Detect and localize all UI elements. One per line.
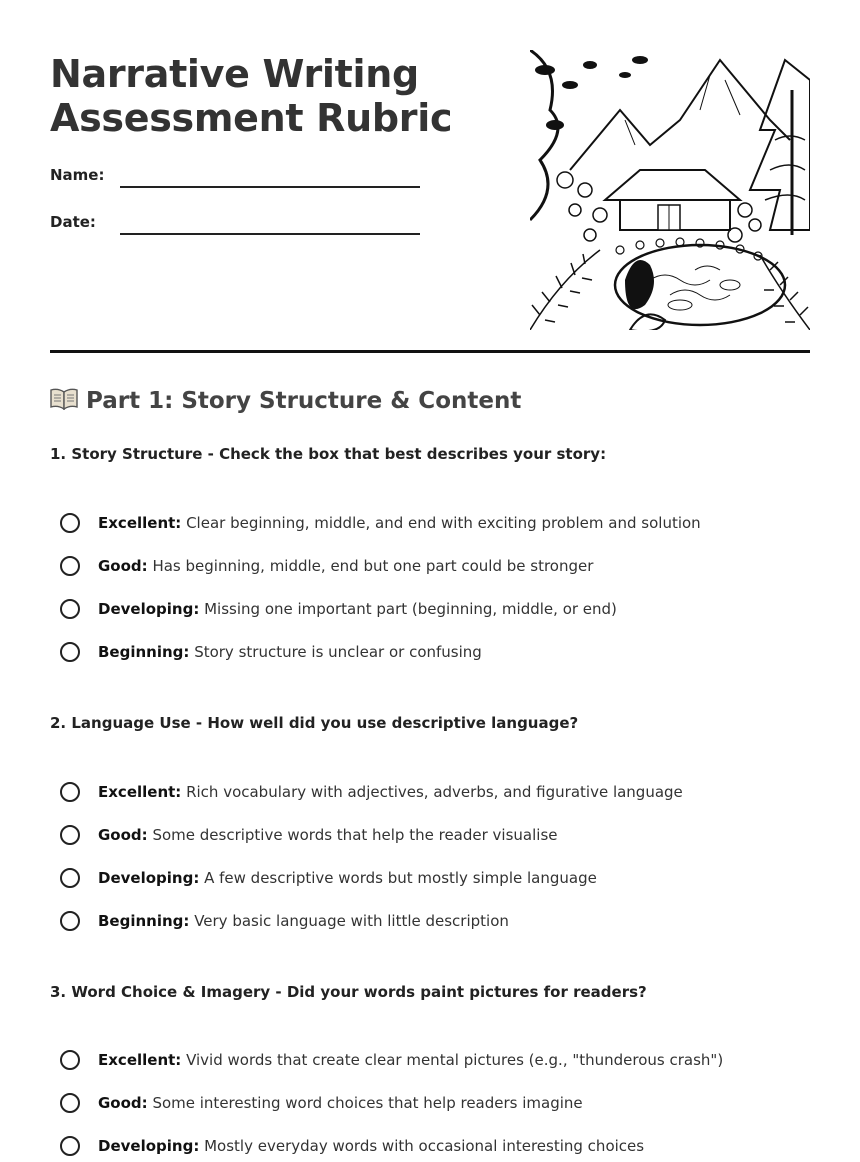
name-label: Name: (50, 166, 105, 184)
radio-button[interactable] (60, 513, 80, 533)
radio-button[interactable] (60, 782, 80, 802)
option-text: Rich vocabulary with adjectives, adverbs, and figurative language (186, 783, 683, 801)
option-text: Mostly everyday words with occasional interesting choices (204, 1137, 645, 1155)
radio-button[interactable] (60, 911, 80, 931)
option-text: Missing one important part (beginning, middle, or end) (204, 600, 617, 618)
radio-button[interactable] (60, 825, 80, 845)
option-level: Excellent: (98, 1051, 182, 1069)
option-text: Has beginning, middle, end but one part could be stronger (152, 557, 594, 575)
option-text: Vivid words that create clear mental pictures (e.g., "thunderous crash") (186, 1051, 724, 1069)
option-level: Developing: (98, 600, 200, 618)
radio-button[interactable] (60, 1136, 80, 1156)
option-level: Beginning: (98, 643, 190, 661)
date-label: Date: (50, 213, 96, 231)
option-text: Very basic language with little description (194, 912, 509, 930)
radio-button[interactable] (60, 599, 80, 619)
header-divider (50, 350, 810, 353)
date-field[interactable] (50, 213, 420, 243)
radio-button[interactable] (60, 556, 80, 576)
option-level: Good: (98, 1094, 148, 1112)
page-title (50, 52, 452, 140)
part-1-title: Part 1: Story Structure & Content (86, 388, 522, 414)
option-level: Good: (98, 557, 148, 575)
option-text: Some descriptive words that help the reader visualise (152, 826, 558, 844)
radio-button[interactable] (60, 1050, 80, 1070)
option-level: Excellent: (98, 514, 182, 532)
name-line[interactable] (120, 186, 420, 188)
question-2-prompt: 2. Language Use - How well did you use descriptive language? (50, 714, 579, 732)
title-line-2: Assessment Rubric (50, 96, 453, 140)
question-3-prompt: 3. Word Choice & Imagery - Did your words paint pictures for readers? (50, 983, 647, 1001)
part-1-heading (50, 388, 521, 414)
name-field[interactable] (50, 166, 420, 196)
title-line-1: Narrative Writing (50, 52, 419, 96)
option-level: Beginning: (98, 912, 190, 930)
landscape-illustration (530, 50, 810, 330)
option-text: Story structure is unclear or confusing (194, 643, 482, 661)
question-1-prompt: 1. Story Structure - Check the box that best describes your story: (50, 445, 607, 463)
open-book-icon (50, 388, 78, 410)
option-level: Developing: (98, 1137, 200, 1155)
option-text: Some interesting word choices that help readers imagine (152, 1094, 583, 1112)
radio-button[interactable] (60, 642, 80, 662)
option-text: A few descriptive words but mostly simple language (204, 869, 597, 887)
option-text: Clear beginning, middle, and end with exciting problem and solution (186, 514, 701, 532)
option-level: Developing: (98, 869, 200, 887)
radio-button[interactable] (60, 1093, 80, 1113)
option-level: Excellent: (98, 783, 182, 801)
date-line[interactable] (120, 233, 420, 235)
radio-button[interactable] (60, 868, 80, 888)
option-level: Good: (98, 826, 148, 844)
